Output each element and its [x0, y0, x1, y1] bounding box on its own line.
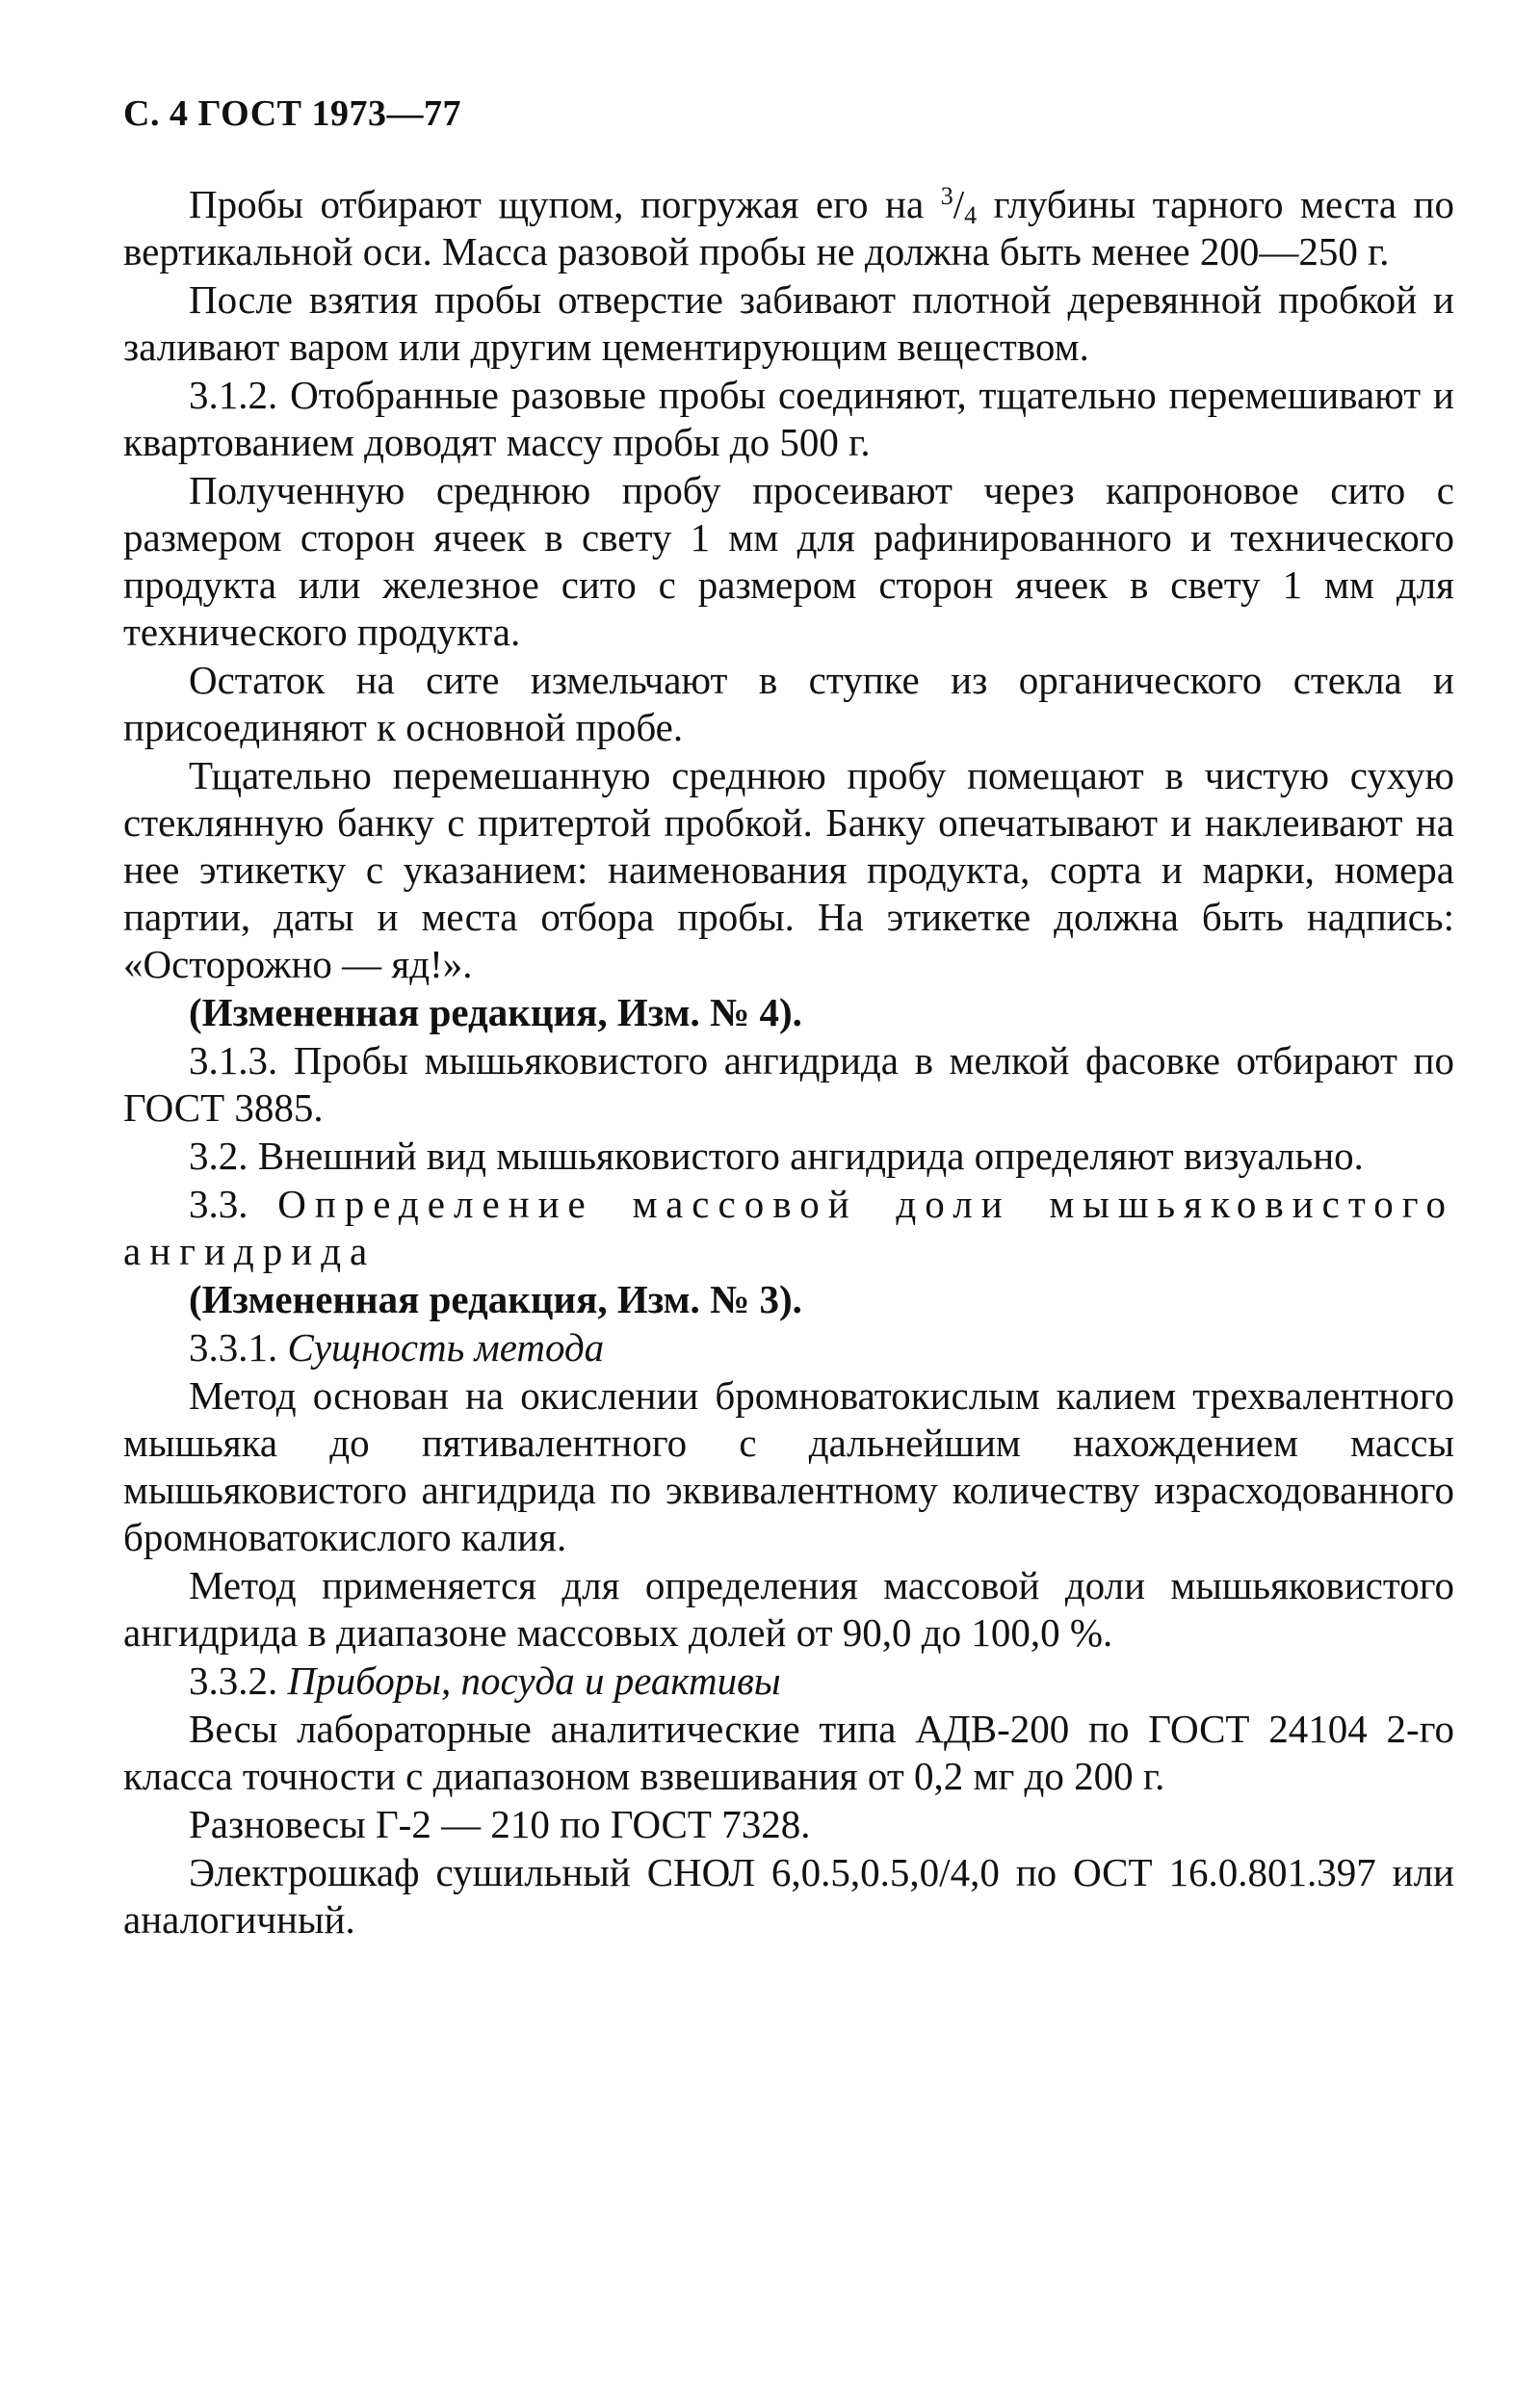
- section-heading-3-3: [123, 1181, 1454, 1275]
- paragraph-method-range: Метод применяется для определения массовой доли мышьяковистого ангидрида в диапазоне массовых долей от 90,0 до 100,0 %.: [123, 1563, 1454, 1655]
- subsection-heading-3-3-2: [123, 1657, 1454, 1705]
- fraction-numerator: 3: [940, 182, 953, 210]
- fraction-three-quarters: $^3/_4$: [940, 182, 978, 229]
- paragraph-sampling-text-b: глубины тарного места по вертикальной оси. Масса разовой пробы не должна быть менее 200—250 г.: [123, 182, 1454, 274]
- subsection-title-3-3-2: Приборы, посуда и реактивы: [287, 1658, 781, 1703]
- subsection-number-3-3-2: 3.3.2.: [189, 1658, 288, 1703]
- paragraph-3-1-3: 3.1.3. Пробы мышьяковистого ангидрида в мелкой фасовке отбирают по ГОСТ 3885.: [123, 1038, 1454, 1130]
- subsection-title-3-3-1: Сущность метода: [287, 1325, 605, 1370]
- paragraph-sealing: После взятия пробы отверстие забивают плотной деревянной пробкой и заливают варом или другим цементирующим веществом.: [123, 277, 1454, 369]
- subsection-number-3-3-1: 3.3.1.: [189, 1325, 288, 1370]
- paragraph-weights: Разновесы Г-2 — 210 по ГОСТ 7328.: [189, 1802, 811, 1846]
- section-title-3-3: Определение массовой доли мышьяковистого ангидрида: [123, 1182, 1454, 1273]
- section-number-3-3: 3.3.: [189, 1182, 278, 1226]
- paragraph-sieving: Полученную среднюю пробу просеивают через капроновое сито с размером сторон ячеек в свету 1 мм для рафинированного и технического продукта или железное сито с размером сторон ячеек в свету 1 мм для технического продукта.: [123, 468, 1454, 654]
- paragraph-residue: Остаток на сите измельчают в ступке из органического стекла и присоединяют к основной пробе.: [123, 658, 1454, 749]
- amendment-note-3: (Измененная редакция, Изм. № 3).: [189, 1277, 802, 1321]
- page-header: С. 4 ГОСТ 1973—77: [123, 93, 461, 134]
- paragraph-sampling: [123, 181, 1454, 275]
- paragraph-sampling-text-a: Пробы отбирают щупом, погружая его на: [189, 182, 941, 226]
- subsection-heading-3-3-1: [123, 1324, 1454, 1371]
- paragraph-3-1-2: 3.1.2. Отобранные разовые пробы соединяют, тщательно перемешивают и квартованием доводят массу пробы до 500 г.: [123, 373, 1454, 464]
- document-body: [123, 181, 1454, 1944]
- paragraph-drying-oven: Электрошкаф сушильный СНОЛ 6,0.5,0.5,0/4,0 по ОСТ 16.0.801.397 или аналогичный.: [123, 1850, 1454, 1942]
- paragraph-scales: Весы лабораторные аналитические типа АДВ-200 по ГОСТ 24104 2-го класса точности с диапазоном взвешивания от 0,2 мг до 200 г.: [123, 1707, 1454, 1798]
- paragraph-method-basis: Метод основан на окислении бромноватокислым калием трехвалентного мышьяка до пятивалентного с дальнейшим нахождением массы мышьяковистого ангидрида по эквивалентному количеству израсходованного бромноватокислого калия.: [123, 1373, 1454, 1559]
- paragraph-3-2: 3.2. Внешний вид мышьяковистого ангидрида определяют визуально.: [189, 1134, 1364, 1178]
- paragraph-packaging: Тщательно перемешанную среднюю пробу помещают в чистую сухую стеклянную банку с притертой пробкой. Банку опечатывают и наклеивают на нее этикетку с указанием: наименования продукта, сорта и марки, номера партии, даты и места отбора пробы. На этикетке должна быть надпись: «Осторожно — яд!».: [123, 753, 1454, 986]
- amendment-note-4: (Измененная редакция, Изм. № 4).: [189, 990, 802, 1034]
- fraction-denominator: 4: [964, 201, 978, 229]
